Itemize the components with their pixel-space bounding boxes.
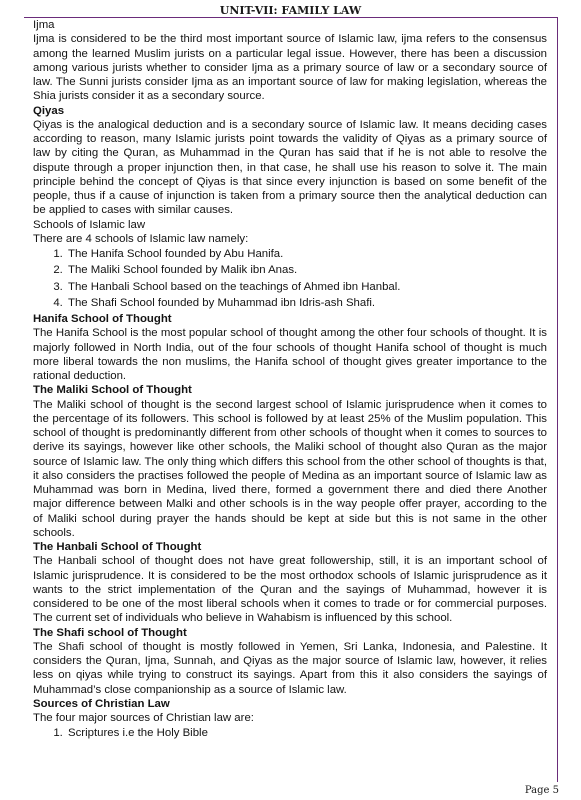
list-item: 1. The Hanifa School founded by Abu Hanifa. xyxy=(66,247,547,261)
paragraph-qiyas: Qiyas is the analogical deduction and is a secondary source of Islamic law. It means deciding cases according to reason, many Islamic jurists point towards the validity of Qiyas as a primary source of law by citing the Quran, as Muhammad in the Quran has said that if he is not able to resolve the dispute through a proper injunction then, in that case, he shall use his reason to solve it. The main principle behind the concept of Qiyas is that since every injunction is based on some benefit of the people, thus if a cause of injunction is taken from a primary source then the analytical deduction can be applied to cases with similar causes. xyxy=(33,118,547,217)
schools-intro: There are 4 schools of Islamic law namely: xyxy=(33,232,249,245)
paragraph-shafi: The Shafi school of thought is mostly followed in Yemen, Sri Lanka, Indonesia, and Palestine. It considers the Quran, Ijma, Sunnah, and Qiyas as the major source of Islamic law, however, it relies less on qiyas while trying to construct its sayings. Apart from this it also considers the sayings of Muhammad’s close companionship as a source of Islamic law. xyxy=(33,640,547,696)
section-heading-hanbali: The Hanbali School of Thought xyxy=(33,541,202,553)
document-body xyxy=(33,18,547,743)
section-heading-ijma: Ijma xyxy=(33,19,55,31)
schools-list xyxy=(33,247,547,310)
paragraph-hanbali: The Hanbali school of thought does not have great followership, still, it is an important school of Islamic jurisprudence. It is considered to be the most orthodox schools of Islamic jurisprudence as it wants to the strict implementation of the Quran and the sayings of Muhammad, however it is considered to be one of the most liberal schools when it comes to trade or for commercial purposes. The current set of individuals who believe in Wahabism is influenced by this school. xyxy=(33,555,547,625)
section-heading-shafi: The Shafi school of Thought xyxy=(33,626,187,639)
paragraph-hanifa: The Hanifa School is the most popular school of thought among the other four schools of thought. It is majorly followed in North India, out of the four schools of thought Hanifa school of thought is much more liberal towards the non muslims, the Hanifa school of thought gives greater importance to the rational deduction. xyxy=(33,327,547,382)
paragraph-maliki: The Maliki school of thought is the second largest school of Islamic jurisprudence when it comes to the percentage of its followers. This school is followed by at least 25% of the Muslim population. This school of thought is predominantly different from other schools of thought when it comes to sources to derive its sayings, however like other schools, the Maliki school of thought also Quran as the major source of Islamic law. The only thing which differs this school from the other school of thoughts is that, it also considers the practises followed the people of Medina as an important source of Islamic law as Muhammad was born in Medina, lived there, formed a government there and died there Another major difference between Malki and other schools is in the way people offer prayer, according to the of Maliki school during prayer the hands should be kept at side but this is not same in the other schools. xyxy=(33,398,547,539)
paragraph-ijma: Ijma is considered to be the third most important source of Islamic law, ijma refers to the consensus among the learned Muslim jurists on a particular legal issue. However, there has been a discussion among various jurists whether to consider Ijma as a primary source of law or a secondary source of law. The Sunni jurists consider Ijma as an important source of law for making legislation, whereas the Shia jurists consider it as a secondary source. xyxy=(33,33,547,103)
christian-sources-list xyxy=(33,726,547,740)
section-heading-maliki: The Maliki School of Thought xyxy=(33,384,192,397)
list-item: 1. Scriptures i.e the Holy Bible xyxy=(66,726,547,740)
list-item: 2. The Maliki School founded by Malik ibn Anas. xyxy=(66,263,547,277)
christian-intro: The four major sources of Christian law are: xyxy=(33,712,254,724)
list-item: 4. The Shafi School founded by Muhammad ibn Idris-ash Shafi. xyxy=(66,296,547,310)
list-item: 3. The Hanbali School based on the teachings of Ahmed ibn Hanbal. xyxy=(66,280,547,294)
section-heading-hanifa: Hanifa School of Thought xyxy=(33,313,172,325)
page-number: Page 5 xyxy=(524,785,559,796)
section-heading-schools: Schools of Islamic law xyxy=(33,218,146,231)
running-header: UNIT-VII: FAMILY LAW xyxy=(219,4,362,17)
section-heading-christian: Sources of Christian Law xyxy=(33,697,170,710)
section-heading-qiyas: Qiyas xyxy=(33,104,65,117)
